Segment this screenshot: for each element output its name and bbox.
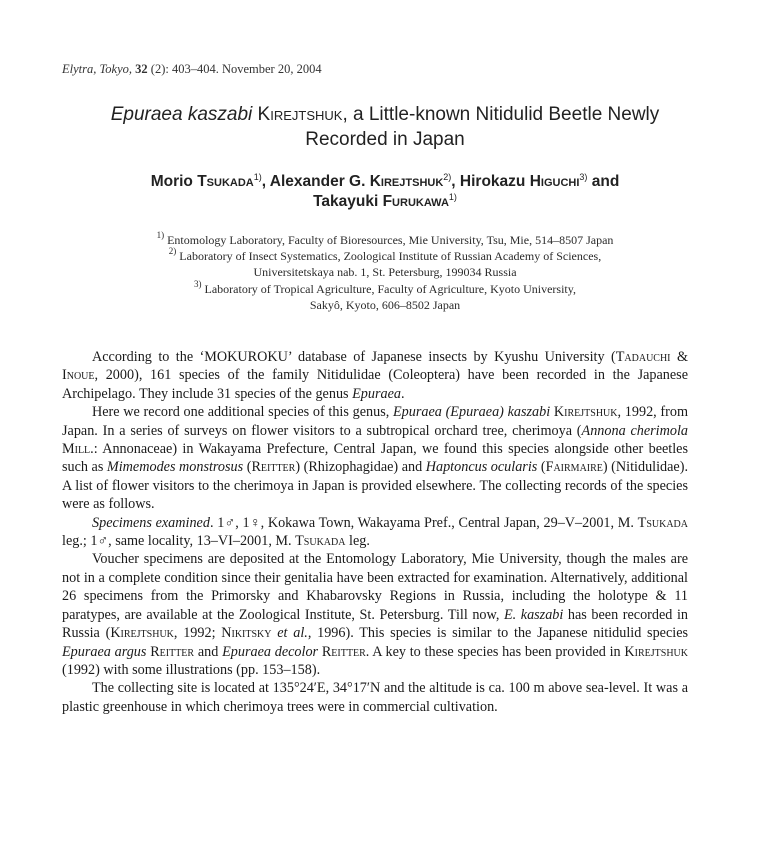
text-run: ) (Rhizophagidae) and — [295, 459, 426, 476]
affiliation-line — [80, 264, 690, 280]
journal-citation — [62, 62, 322, 77]
affiliations — [80, 232, 690, 313]
author-family: Furukawa — [382, 193, 449, 210]
article-title — [60, 102, 710, 152]
cited-author: Mill. — [62, 441, 94, 458]
author-separator: , — [261, 173, 270, 190]
cited-author: Fairmaire — [545, 459, 603, 476]
issue-pages-date: (2): 403–404. November 20, 2004 — [150, 62, 322, 76]
text-run: . A key to these species has been provided in — [365, 643, 625, 660]
affiliation-text: Entomology Laboratory, Faculty of Bioresources, Mie University, Tsu, Mie, 514–8507 Japan — [167, 233, 614, 247]
paragraph-5 — [62, 679, 688, 716]
author-given: Hirokazu — [459, 173, 526, 190]
author-given: Morio — [150, 173, 193, 190]
cited-author: Reitter — [321, 643, 366, 660]
text-run: has been recorded in Russia ( — [62, 606, 688, 642]
species-name: Haptoncus ocularis — [425, 459, 538, 476]
text-run: ( — [243, 459, 252, 476]
text-run: & — [670, 349, 688, 365]
text-run: , 2000), 161 species of the family Nitidulidae (Coleoptera) have been recorded in the Japanese Archipelago. They include 31 species of the genus — [62, 367, 688, 402]
cited-author: Tsukada — [295, 533, 346, 550]
cited-author: Tadauchi — [615, 349, 671, 365]
text-run: Voucher specimens are deposited at the Entomology Laboratory, Mie University, though the males are not in a complete condition since their genitalia have been extracted for examination. Alternatively, additional 26 specimens from the Primorsky and Khabarovsky Regions in Russia, including the holotype & 11 paratypes, are available at the Zoological Institute, St. Petersburg. Till now, — [62, 551, 688, 623]
text-run: and — [194, 643, 223, 660]
affiliation-line — [80, 248, 690, 264]
genus-name: Epuraea — [352, 385, 401, 402]
affiliation-line — [80, 278, 690, 297]
author-list — [60, 172, 710, 212]
affiliation-text: Universitetskaya nab. 1, St. Petersburg, 199034 Russia — [253, 265, 517, 280]
species-name: Epuraea decolor — [222, 643, 319, 660]
text-run: . 1♂, 1♀, Kokawa Town, Wakayama Pref., Central Japan, 29–V–2001, M. — [209, 514, 638, 531]
text-run: leg.; 1♂, same locality, 13–VI–2001, M. — [62, 533, 296, 550]
article-body — [62, 348, 688, 716]
affiliation-line — [80, 297, 690, 313]
species-name: Annona cherimola — [581, 422, 688, 439]
cited-author: Kirejtshuk — [624, 643, 688, 660]
text-run: , 1992; — [173, 625, 222, 642]
cited-author: Tsukada — [637, 514, 688, 531]
title-species-author: Kirejtshuk — [257, 104, 343, 125]
text-run: ) (Nitidulidae). A list of flower visitors to the cherimoya in Japan is provided elsewhere. The collecting records of the species were as follows. — [62, 459, 689, 513]
species-name: Mimemodes monstrosus — [106, 459, 244, 476]
section-label: Specimens examined — [92, 514, 210, 531]
et-al: et al. — [277, 625, 308, 642]
affiliation-mark: 1) — [156, 230, 165, 240]
author-separator: and — [587, 173, 620, 190]
title-line-2: Recorded in Japan — [305, 129, 465, 150]
journal-name: Elytra, Tokyo, — [62, 62, 133, 76]
affiliation-mark: 2) — [168, 246, 177, 257]
cited-author: Kirejtshuk — [110, 625, 174, 642]
affiliation-mark: 3) — [579, 172, 588, 182]
paragraph-1 — [62, 348, 688, 403]
text-run: Here we record one additional species of this genus, — [92, 404, 393, 421]
author-family: Higuchi — [529, 173, 580, 190]
affiliation-mark: 3) — [194, 278, 202, 289]
text-run: According to the ‘MOKUROKU’ database of Japanese insects by Kyushu University ( — [92, 349, 616, 365]
cited-author: Inoue — [62, 367, 95, 384]
author-given: Alexander G. — [269, 173, 366, 190]
text-run: The collecting site is located at 135°24′E, 34°17′N and the altitude is ca. 100 m above sea-level. It was a plastic greenhouse in which cherimoya trees were in commercial cultivation. — [62, 680, 688, 715]
text-run: , 1996). This species is similar to the Japanese nitidulid species — [307, 625, 689, 642]
journal-volume: 32 — [135, 62, 148, 76]
cited-author: Reitter — [150, 643, 195, 660]
species-name: E. kaszabi — [503, 606, 564, 623]
text-run: (1992) with some illustrations (pp. 153–158). — [62, 661, 321, 678]
text-run: . — [400, 385, 405, 402]
author-given: Takayuki — [313, 193, 379, 210]
species-name: Epuraea argus — [62, 643, 147, 660]
cited-author: Reitter — [251, 459, 296, 476]
cited-author: Kirejtshuk — [553, 404, 618, 421]
author-line-1 — [60, 172, 710, 192]
affiliation-mark: 2) — [443, 172, 452, 182]
text-run: , 1992, from Japan. In a series of surveys on flower visitors to a subtropical orchard tree, cherimoya ( — [62, 404, 689, 439]
paragraph-4 — [62, 550, 688, 679]
paragraph-3 — [62, 514, 688, 551]
cited-author: Nikitsky — [221, 625, 272, 642]
title-line-1-rest: , a Little-known Nitidulid Beetle Newly — [342, 104, 660, 125]
author-family: Tsukada — [197, 173, 254, 190]
affiliation-text: Laboratory of Tropical Agriculture, Faculty of Agriculture, Kyoto University, — [204, 281, 576, 296]
author-line-2 — [60, 192, 710, 212]
title-species: Epuraea kaszabi — [110, 104, 253, 125]
author-separator: , — [451, 173, 460, 190]
author-family: Kirejtshuk — [369, 173, 444, 190]
affiliation-text: Laboratory of Insect Systematics, Zoological Institute of Russian Academy of Sciences, — [179, 249, 602, 264]
text-run: leg. — [345, 533, 370, 550]
species-name: Epuraea (Epuraea) kaszabi — [393, 404, 551, 421]
affiliation-text: Sakyô, Kyoto, 606–8502 Japan — [309, 297, 461, 312]
text-run: : Annonaceae) in Wakayama Prefecture, Central Japan, we found this species alongside other beetles such as — [62, 441, 688, 476]
affiliation-mark: 1) — [448, 192, 457, 202]
text-run: ( — [537, 459, 546, 476]
title-line-1 — [60, 102, 710, 127]
affiliation-mark: 1) — [253, 172, 262, 182]
paragraph-2 — [62, 403, 688, 513]
